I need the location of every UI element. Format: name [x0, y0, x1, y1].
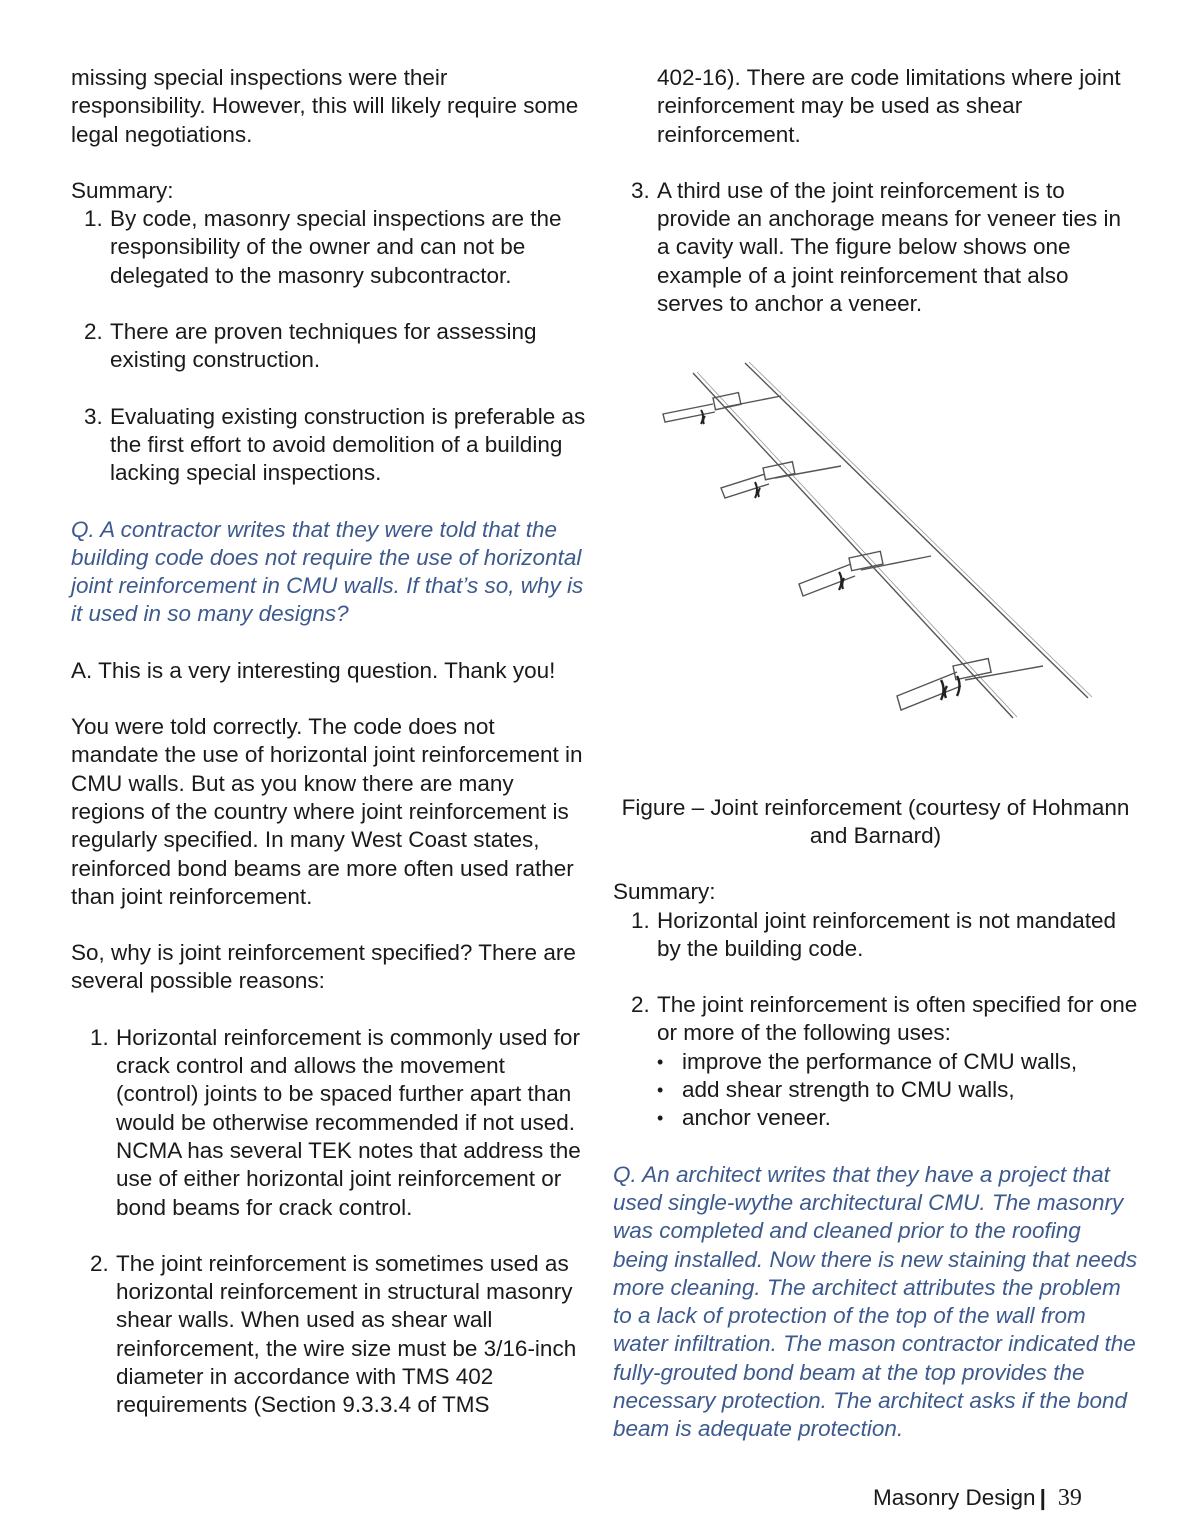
continued-paragraph: 402-16). There are code limitations where joint reinforcement may be used as shear reinforcement. [657, 65, 1121, 147]
list-item: 2. The joint reinforcement is sometimes used as horizontal reinforcement in structural masonry shear walls. When used as shear wall reinforcement, the wire size must be 3/16-inch diameter in accordance with TMS 402 requirements (Section 9.3.3.4 of TMS [90, 1250, 577, 1418]
page-number: 39 [1057, 1485, 1082, 1511]
footer-separator: | [1039, 1485, 1046, 1510]
reasons-list [71, 1024, 586, 1420]
veneer-tie [799, 564, 855, 596]
question-paragraph: Q. An architect writes that they have a project that used single-wythe architectural CMU. The masonry was completed and cleaned prior to the roofing being installed. Now there is new staining that needs more cleaning. The architect attributes the problem to a lack of protection of the top of the wall from water infiltration. The mason contractor indicated the fully-grouted bond beam at the top provides the necessary protection. The architect asks if the bond beam is adequate protection. [613, 1161, 1138, 1442]
summary-list [613, 907, 1138, 1133]
reason-3-list [613, 177, 1138, 318]
veneer-tie [663, 404, 715, 422]
answer-paragraph-reasons: So, why is joint reinforcement specified? There are several possible reasons: [71, 940, 576, 994]
joint-reinforcement-figure [613, 358, 1138, 768]
publication-name: Masonry Design [873, 1485, 1036, 1510]
question-paragraph: Q. A contractor writes that they were told that the building code does not require the use of horizontal joint reinforcement in CMU walls. If that’s so, why is it used in so many designs? [71, 516, 584, 627]
longitudinal-wire [693, 373, 1013, 718]
list-item: 1. By code, masonry special inspections are the responsibility of the owner and can not be delegated to the masonry subcontractor. [84, 206, 562, 288]
left-column [71, 64, 586, 1448]
summary-list [71, 205, 586, 487]
answer-intro: A. This is a very interesting question. Thank you! [71, 657, 556, 683]
summary-heading: Summary: [71, 177, 174, 203]
intro-paragraph: missing special inspections were their responsibility. However, this will likely require some legal negotiations. [71, 65, 579, 147]
summary-heading: Summary: [613, 879, 716, 905]
list-item: • improve the performance of CMU walls, [657, 1048, 1138, 1076]
list-item: 1. Horizontal joint reinforcement is not mandated by the building code. [631, 907, 1116, 961]
list-item: 2. The joint reinforcement is often specified for one or more of the following uses: • improve the performance of CMU walls, • add shear strength to CMU walls, • anchor veneer. [613, 991, 1138, 1132]
longitudinal-wire [745, 363, 1088, 698]
list-item: 2. There are proven techniques for assessing existing construction. [84, 319, 537, 373]
uses-list [657, 1048, 1138, 1133]
figure-caption: Figure – Joint reinforcement (courtesy of Hohmann and Barnard) [621, 794, 1130, 848]
veneer-tie [897, 672, 961, 710]
page-footer [873, 1484, 1082, 1512]
list-item: 3. A third use of the joint reinforcement is to provide an anchorage means for veneer ties in a cavity wall. The figure below shows one example of a joint reinforcement that also serves to anchor a veneer. [631, 177, 1122, 317]
list-item: • anchor veneer. [657, 1104, 1138, 1132]
right-column [613, 64, 1138, 1472]
list-item: • add shear strength to CMU walls, [657, 1076, 1138, 1104]
veneer-tie [721, 474, 769, 498]
answer-paragraph: You were told correctly. The code does not mandate the use of horizontal joint reinforcement in CMU walls. But as you know there are many regions of the country where joint reinforcement is regularly specified. In many West Coast states, reinforced bond beams are more often used rather than joint reinforcement. [71, 714, 583, 909]
list-item: 1. Horizontal reinforcement is commonly used for crack control and allows the movement (control) joints to be spaced further apart than would be otherwise recommended if not used. NCMA has several TEK notes that address the use of either horizontal joint reinforcement or bond beams for crack control. [90, 1024, 581, 1220]
list-item: 3. Evaluating existing construction is preferable as the first effort to avoid demolition of a building lacking special inspections. [84, 403, 586, 486]
